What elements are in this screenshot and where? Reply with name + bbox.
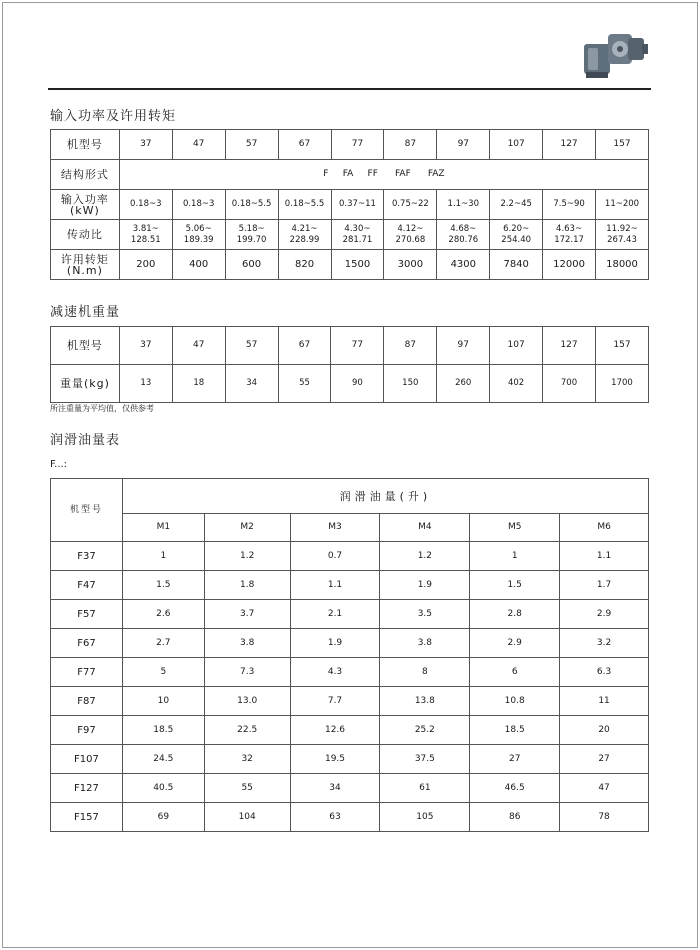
weight-cell: 700 [543, 365, 596, 403]
ratio-cell: 5.06~ 189.39 [172, 220, 225, 250]
oil-volume-cell: 1.2 [204, 542, 290, 571]
oil-volume-cell: 34 [290, 774, 380, 803]
mounting-position: M6 [560, 514, 649, 542]
oil-volume-table [50, 478, 649, 832]
oil-volume-cell: 2.8 [470, 600, 560, 629]
oil-volume-cell: 18.5 [470, 716, 560, 745]
ratio-cell: 6.20~ 254.40 [490, 220, 543, 250]
model-row [51, 130, 649, 160]
model-cell: 127 [543, 327, 596, 365]
oil-volume-cell: 5 [122, 658, 204, 687]
header-rule [48, 88, 651, 90]
model-cell: 157 [595, 327, 648, 365]
structure-value: F FA FF FAF FAZ [119, 160, 648, 190]
oil-volume-cell: 13.0 [204, 687, 290, 716]
oil-volume-cell: 27 [560, 745, 649, 774]
mounting-position: M4 [380, 514, 470, 542]
power-cell: 2.2~45 [490, 190, 543, 220]
oil-volume-cell: 86 [470, 803, 560, 832]
oil-row-model: F87 [51, 687, 123, 716]
weight-row [51, 365, 649, 403]
oil-row [51, 774, 649, 803]
ratio-cell: 4.21~ 228.99 [278, 220, 331, 250]
weight-section-title: 减速机重量 [50, 305, 121, 320]
ratio-cell: 3.81~ 128.51 [119, 220, 172, 250]
oil-volume-cell: 25.2 [380, 716, 470, 745]
oil-row [51, 600, 649, 629]
gear-reducer-icon [580, 24, 650, 82]
mounting-position: M3 [290, 514, 380, 542]
ratio-cell: 4.12~ 270.68 [384, 220, 437, 250]
oil-row-model: F47 [51, 571, 123, 600]
power-cell: 0.18~5.5 [278, 190, 331, 220]
oil-section-title: 润滑油量表 [50, 433, 121, 448]
oil-row [51, 803, 649, 832]
power-cell: 1.1~30 [437, 190, 490, 220]
torque-cell: 400 [172, 250, 225, 280]
model-cell: 57 [225, 327, 278, 365]
oil-volume-cell: 1.1 [290, 571, 380, 600]
oil-row [51, 687, 649, 716]
oil-volume-header: 润滑油量(升) [122, 479, 648, 514]
oil-volume-cell: 1.1 [560, 542, 649, 571]
oil-volume-cell: 1.9 [380, 571, 470, 600]
torque-cell: 18000 [596, 250, 649, 280]
torque-cell: 7840 [490, 250, 543, 280]
oil-volume-cell: 13.8 [380, 687, 470, 716]
oil-row-model: F77 [51, 658, 123, 687]
model-cell: 37 [119, 130, 172, 160]
oil-volume-cell: 20 [560, 716, 649, 745]
weight-label: 重量(kg) [51, 365, 120, 403]
weight-cell: 260 [437, 365, 490, 403]
power-cell: 0.18~5.5 [225, 190, 278, 220]
model-label: 机型号 [51, 130, 120, 160]
mounting-position: M1 [122, 514, 204, 542]
weight-cell: 13 [119, 365, 172, 403]
oil-volume-cell: 61 [380, 774, 470, 803]
power-row [51, 190, 649, 220]
weight-cell: 55 [278, 365, 331, 403]
oil-volume-cell: 2.9 [470, 629, 560, 658]
torque-cell: 1500 [331, 250, 384, 280]
oil-volume-cell: 7.7 [290, 687, 380, 716]
oil-volume-cell: 1.5 [122, 571, 204, 600]
oil-volume-cell: 3.2 [560, 629, 649, 658]
weight-cell: 1700 [595, 365, 648, 403]
oil-model-label: 机型号 [51, 479, 123, 542]
weight-model-row [51, 327, 649, 365]
oil-volume-cell: 11 [560, 687, 649, 716]
power-label: 输入功率 (kW) [51, 190, 120, 220]
torque-row [51, 250, 649, 280]
torque-cell: 200 [119, 250, 172, 280]
weight-cell: 150 [384, 365, 437, 403]
oil-volume-cell: 10 [122, 687, 204, 716]
model-cell: 107 [490, 130, 543, 160]
oil-row [51, 658, 649, 687]
oil-volume-cell: 19.5 [290, 745, 380, 774]
oil-volume-cell: 63 [290, 803, 380, 832]
oil-volume-cell: 6.3 [560, 658, 649, 687]
model-cell: 67 [278, 130, 331, 160]
oil-volume-cell: 7.3 [204, 658, 290, 687]
oil-volume-cell: 8 [380, 658, 470, 687]
oil-volume-cell: 3.7 [204, 600, 290, 629]
oil-row-model: F37 [51, 542, 123, 571]
oil-volume-cell: 2.9 [560, 600, 649, 629]
model-cell: 87 [384, 327, 437, 365]
model-label: 机型号 [51, 327, 120, 365]
torque-cell: 820 [278, 250, 331, 280]
oil-row-model: F127 [51, 774, 123, 803]
torque-cell: 3000 [384, 250, 437, 280]
oil-row [51, 745, 649, 774]
weight-cell: 402 [490, 365, 543, 403]
oil-volume-cell: 1.8 [204, 571, 290, 600]
oil-volume-cell: 78 [560, 803, 649, 832]
oil-row-model: F97 [51, 716, 123, 745]
oil-row-model: F57 [51, 600, 123, 629]
oil-volume-cell: 105 [380, 803, 470, 832]
ratio-cell: 5.18~ 199.70 [225, 220, 278, 250]
torque-cell: 12000 [543, 250, 596, 280]
oil-series-label: F...: [50, 459, 68, 470]
weight-cell: 18 [172, 365, 225, 403]
oil-volume-cell: 0.7 [290, 542, 380, 571]
oil-volume-cell: 37.5 [380, 745, 470, 774]
mounting-position: M5 [470, 514, 560, 542]
oil-volume-cell: 2.6 [122, 600, 204, 629]
oil-volume-cell: 12.6 [290, 716, 380, 745]
model-cell: 77 [331, 130, 384, 160]
ratio-label: 传动比 [51, 220, 120, 250]
oil-volume-cell: 55 [204, 774, 290, 803]
weight-cell: 34 [225, 365, 278, 403]
model-cell: 127 [543, 130, 596, 160]
oil-row [51, 629, 649, 658]
oil-volume-cell: 40.5 [122, 774, 204, 803]
oil-volume-cell: 3.5 [380, 600, 470, 629]
weight-cell: 90 [331, 365, 384, 403]
oil-row-model: F157 [51, 803, 123, 832]
oil-volume-cell: 104 [204, 803, 290, 832]
power-section-title: 输入功率及许用转矩 [50, 109, 177, 124]
model-cell: 87 [384, 130, 437, 160]
model-cell: 37 [119, 327, 172, 365]
oil-volume-cell: 1.2 [380, 542, 470, 571]
ratio-cell: 4.63~ 172.17 [543, 220, 596, 250]
oil-volume-cell: 24.5 [122, 745, 204, 774]
oil-header-row [51, 479, 649, 514]
ratio-cell: 4.68~ 280.76 [437, 220, 490, 250]
weight-note: 所注重量为平均值，仅供参考 [50, 404, 154, 413]
oil-position-row [51, 514, 649, 542]
oil-volume-cell: 1.7 [560, 571, 649, 600]
model-cell: 47 [172, 130, 225, 160]
oil-row [51, 542, 649, 571]
oil-volume-cell: 2.7 [122, 629, 204, 658]
torque-cell: 600 [225, 250, 278, 280]
structure-row [51, 160, 649, 190]
torque-label: 许用转矩 (N.m) [51, 250, 120, 280]
power-cell: 11~200 [596, 190, 649, 220]
oil-volume-cell: 22.5 [204, 716, 290, 745]
weight-table [50, 326, 649, 403]
oil-volume-cell: 3.8 [204, 629, 290, 658]
power-cell: 0.37~11 [331, 190, 384, 220]
oil-volume-cell: 2.1 [290, 600, 380, 629]
model-cell: 57 [225, 130, 278, 160]
oil-volume-cell: 10.8 [470, 687, 560, 716]
oil-volume-cell: 3.8 [380, 629, 470, 658]
oil-row-model: F67 [51, 629, 123, 658]
oil-volume-cell: 27 [470, 745, 560, 774]
oil-volume-cell: 18.5 [122, 716, 204, 745]
oil-row [51, 716, 649, 745]
model-cell: 97 [437, 327, 490, 365]
oil-volume-cell: 47 [560, 774, 649, 803]
ratio-cell: 4.30~ 281.71 [331, 220, 384, 250]
power-cell: 0.18~3 [119, 190, 172, 220]
oil-row [51, 571, 649, 600]
mounting-position: M2 [204, 514, 290, 542]
oil-volume-cell: 1.9 [290, 629, 380, 658]
power-cell: 0.18~3 [172, 190, 225, 220]
structure-label: 结构形式 [51, 160, 120, 190]
oil-volume-cell: 46.5 [470, 774, 560, 803]
oil-volume-cell: 4.3 [290, 658, 380, 687]
model-cell: 77 [331, 327, 384, 365]
ratio-row [51, 220, 649, 250]
oil-volume-cell: 6 [470, 658, 560, 687]
power-cell: 7.5~90 [543, 190, 596, 220]
oil-volume-cell: 1 [122, 542, 204, 571]
oil-volume-cell: 1 [470, 542, 560, 571]
oil-volume-cell: 32 [204, 745, 290, 774]
oil-volume-cell: 1.5 [470, 571, 560, 600]
model-cell: 157 [596, 130, 649, 160]
ratio-cell: 11.92~ 267.43 [596, 220, 649, 250]
oil-volume-cell: 69 [122, 803, 204, 832]
model-cell: 97 [437, 130, 490, 160]
model-cell: 107 [490, 327, 543, 365]
torque-cell: 4300 [437, 250, 490, 280]
power-torque-table [50, 129, 649, 280]
model-cell: 47 [172, 327, 225, 365]
oil-row-model: F107 [51, 745, 123, 774]
power-cell: 0.75~22 [384, 190, 437, 220]
model-cell: 67 [278, 327, 331, 365]
